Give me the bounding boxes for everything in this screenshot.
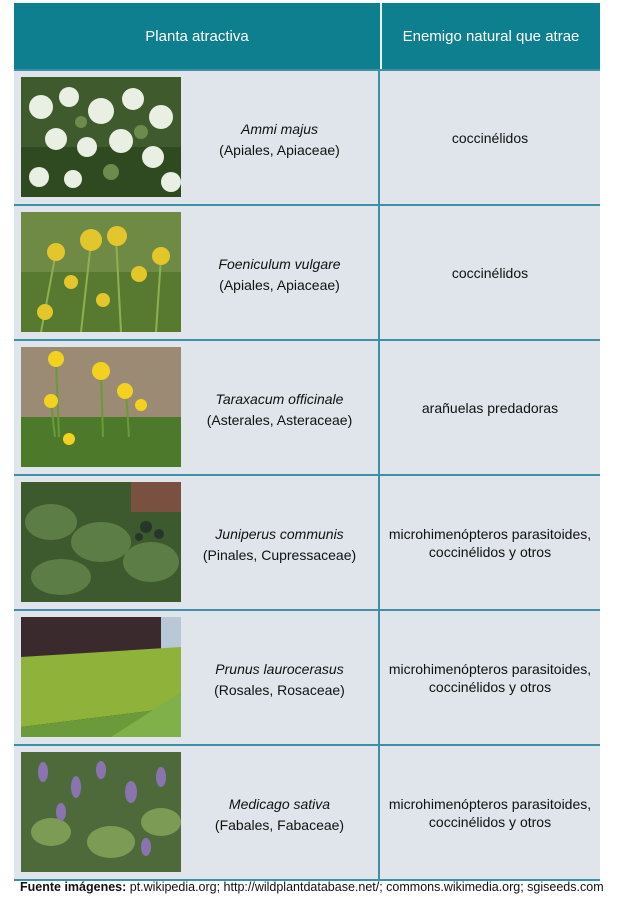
plant-family: (Apiales, Apiaceae) (219, 276, 340, 293)
table-row (14, 609, 600, 744)
scientific-name: Juniperus communis (215, 525, 344, 542)
plant-cell (14, 746, 380, 879)
plant-name (181, 206, 378, 339)
scientific-name: Taraxacum officinale (215, 390, 344, 407)
scientific-name: Ammi majus (240, 120, 318, 137)
enemy-cell: coccinélidos (451, 264, 529, 281)
plant-cell (14, 206, 380, 339)
scientific-name: Prunus laurocerasus (215, 660, 344, 677)
plants-table (14, 3, 600, 881)
plant-cell (14, 341, 380, 474)
plant-cell (14, 71, 380, 204)
table-row (14, 744, 600, 881)
scientific-name: Medicago sativa (228, 795, 331, 812)
plant-photo-prunus-laurocerasus (21, 617, 181, 737)
header-enemy: Enemigo natural que atrae (402, 27, 580, 45)
plant-name (181, 71, 378, 204)
plant-name (181, 341, 378, 474)
scientific-name: Foeniculum vulgare (218, 255, 341, 272)
sources-text: pt.wikipedia.org; http://wildplantdatabase.net/; commons.wikimedia.org; sgiseeds.com (126, 880, 604, 894)
plant-photo-juniperus-communis (21, 482, 181, 602)
plant-photo-foeniculum-vulgare (21, 212, 181, 332)
plant-photo-taraxacum-officinale (21, 347, 181, 467)
plant-name (181, 476, 378, 609)
image-sources (20, 880, 604, 894)
enemy-cell: arañuelas predadoras (421, 399, 559, 416)
table-row (14, 69, 600, 204)
plant-photo-ammi-majus (21, 77, 181, 197)
plant-family: (Rosales, Rosaceae) (214, 681, 345, 698)
sources-label: Fuente imágenes: (20, 880, 127, 894)
plant-family: (Pinales, Cupressaceae) (202, 546, 357, 563)
header-plant: Planta atractiva (14, 3, 382, 69)
enemy-cell: microhimenópteros parasitoides, coccinélidos y otros (388, 795, 592, 830)
plant-family: (Fabales, Fabaceae) (214, 816, 345, 833)
enemy-cell: coccinélidos (451, 129, 529, 146)
table-row (14, 474, 600, 609)
plant-family: (Asterales, Asteraceae) (206, 411, 353, 428)
plant-cell (14, 476, 380, 609)
plant-name (181, 746, 378, 879)
table-header (14, 3, 600, 69)
plant-cell (14, 611, 380, 744)
plant-name (181, 611, 378, 744)
table-row (14, 339, 600, 474)
plant-family: (Apiales, Apiaceae) (219, 141, 340, 158)
plant-photo-medicago-sativa (21, 752, 181, 872)
table-row (14, 204, 600, 339)
enemy-cell: microhimenópteros parasitoides, coccinélidos y otros (388, 525, 592, 560)
enemy-cell: microhimenópteros parasitoides, coccinélidos y otros (388, 660, 592, 695)
